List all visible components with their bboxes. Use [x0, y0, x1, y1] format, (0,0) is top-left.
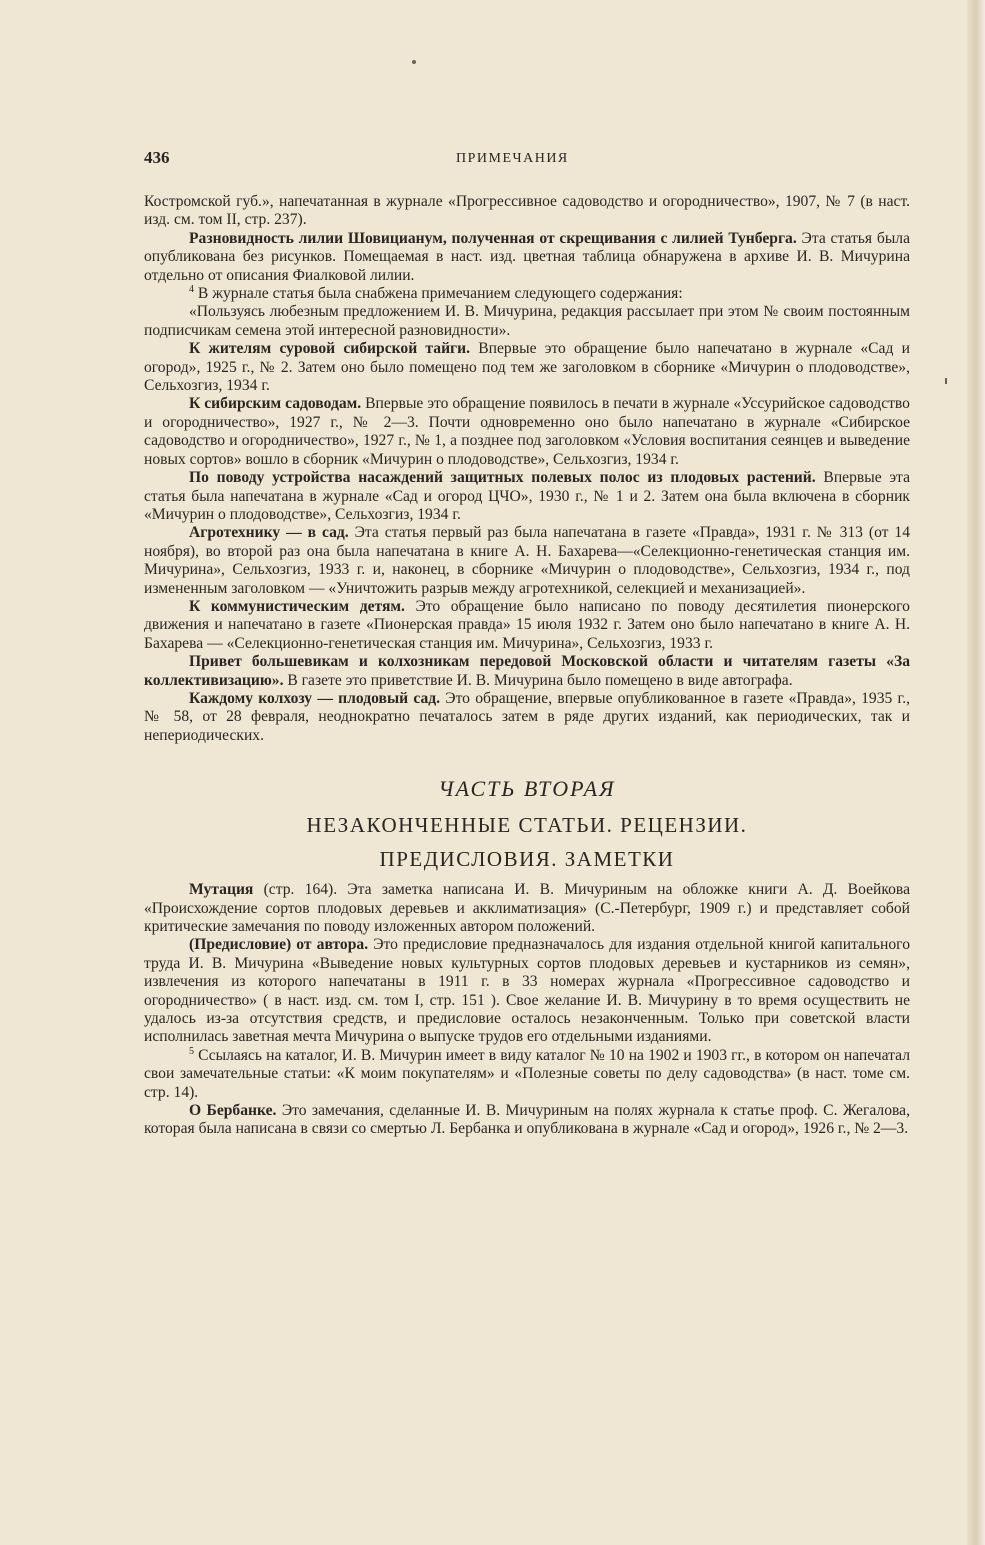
note-text: В газете это приветствие И. В. Мичурина было помещено в виде автографа. — [283, 671, 793, 689]
note-heading: (Предисловие) от автора. — [189, 936, 369, 954]
note-heading: О Бербанке. — [189, 1102, 277, 1120]
note-paragraph — [144, 469, 910, 524]
footnote-paragraph — [144, 1047, 910, 1102]
note-text: Впервые эта статья была напечатана в журнале «Сад и огород ЦЧО», 1930 г., № 1 и 2. Затем она была включена в сборник «Мичурин о плодоводстве», Сельхозгиз, 1934 г. — [144, 469, 910, 523]
note-paragraph — [144, 598, 910, 653]
print-speck — [412, 60, 416, 64]
note-paragraph — [144, 230, 910, 285]
note-heading: К жителям суровой сибирской тайги. — [189, 340, 471, 358]
page-edge — [967, 0, 985, 1545]
note-text: Это обращение, впервые опубликованное в газете «Правда», 1935 г., № 58, от 28 февраля, неоднократно печаталось затем в ряде других изданий, как периодических, так и непериодических. — [144, 689, 910, 744]
note-paragraph — [144, 340, 910, 395]
note-heading: По поводу устройства насаждений защитных полевых полос из плодовых растений. — [189, 469, 816, 487]
footnote-text: В журнале статья была снабжена примечанием следующего содержания: — [194, 285, 683, 303]
note-text: Это замечания, сделанные И. В. Мичуриным на полях журнала к статье проф. С. Жегалова, которая была написана в связи со смертью Л. Бербанка и опубликована в журнале «Сад и огород», 1926 г., № 2—3. — [144, 1102, 910, 1138]
note-text: Это обращение было написано по поводу десятилетия пионерского движения и напечатано в газете «Пионерская правда» 15 июля 1932 г. Затем оно было напечатано в книге А. Н. Бахарева — «Селекционно-генетическая станция им. Мичурина», Сельхозгиз, 1933 г. — [144, 597, 910, 652]
paragraph-continuation — [144, 193, 910, 230]
section-subtitle: ПРЕДИСЛОВИЯ. ЗАМЕТКИ — [379, 847, 675, 872]
note-paragraph — [144, 881, 910, 936]
section-title: НЕЗАКОНЧЕННЫЕ СТАТЬИ. РЕЦЕНЗИИ. — [306, 813, 748, 838]
quote-paragraph — [144, 303, 910, 340]
note-heading: К сибирским садоводам. — [189, 395, 362, 413]
footnote-text: Ссылаясь на каталог, И. В. Мичурин имеет в виду каталог № 10 на 1902 и 1903 гг., в котором он напечатал свои замечательные статьи: «К моим покупателям» и «Полезные советы по делу садоводства» (в наст. томе см. стр. 14). — [144, 1046, 910, 1101]
note-text: (стр. 164). Эта заметка написана И. В. Мичуриным на обложке книги А. Д. Воейкова «Происхождение сортов плодовых деревьев и акклиматизация» (С.-Петербург, 1909 г.) и представляет собой критические замечания по поводу изложенных автором положений. — [144, 881, 910, 935]
note-heading: Мутация — [189, 881, 254, 899]
note-paragraph — [144, 653, 910, 690]
note-text: Эта статья была опубликована без рисунков. Помещаемая в наст. изд. цветная таблица обнаружена в архиве И. В. Мичурина отдельно от описания Фиалковой лилии. — [144, 229, 910, 284]
note-paragraph — [144, 524, 910, 598]
text-body — [144, 193, 910, 1139]
note-paragraph — [144, 1102, 910, 1139]
note-text: Эта статья первый раз была напечатана в газете «Правда», 1931 г. № 313 (от 14 ноября), во второй раз она была напечатана в книге А. Н. Бахарева—«Селекционно-генетическая станция им. Мичурина», Сельхозгиз, 1933 г. и, наконец, в сборнике «Мичурин о плодоводстве», Сельхозгиз, 1934 г., под измененным заголовком — «Уничтожить разрыв между агротехникой, селекцией и механизацией». — [144, 524, 911, 597]
footnote-marker: 5 — [189, 1045, 194, 1057]
note-text: Впервые это обращение было напечатано в журнале «Сад и огород», 1925 г., № 2. Затем оно было помещено под тем же заголовком в сборнике «Мичурин о плодоводстве», Сельхозгиз, 1934 г. — [144, 340, 910, 395]
note-heading: К коммунистическим детям. — [189, 597, 405, 615]
note-paragraph — [144, 936, 910, 1046]
note-heading: Привет большевикам и колхозникам передовой Московской области и читателям газеты «За коллективизацию». — [144, 653, 910, 689]
footnote-paragraph — [144, 285, 910, 303]
note-heading: Каждому колхозу — плодовый сад. — [189, 689, 441, 707]
footnote-marker: 4 — [189, 283, 194, 295]
note-text: Впервые это обращение появилось в печати в журнале «Уссурийское садоводство и огородничество», 1927 г., № 2—3. Почти одновременно оно было напечатано в журнале «Сибирское садоводство и огородничество», 1927 г., № 1, а позднее под заголовком «Условия воспитания сеянцев и выведение новых сортов» вошло в сборник «Мичурин о плодоводстве», Сельхозгиз, 1934 г. — [144, 395, 910, 468]
note-paragraph — [144, 690, 910, 745]
running-head — [144, 148, 910, 170]
note-heading: Агротехнику — в сад. — [189, 524, 349, 542]
note-paragraph — [144, 395, 910, 469]
margin-mark — [945, 378, 947, 384]
part-title: ЧАСТЬ ВТОРАЯ — [438, 776, 616, 802]
quote-text: «Пользуясь любезным предложением И. В. Мичурина, редакция рассылает при этом № своим постоянным подписчикам семена этой интересной разновидности». — [144, 303, 910, 339]
page-number: 436 — [144, 148, 170, 167]
note-text: Это предисловие предназначалось для издания отдельной книгой капитального труда И. В. Мичурина «Выведение новых культурных сортов плодовых деревьев и кустарников из семян», извлечения из которого напечатаны в 1911 г. в 33 номерах журнала «Прогрессивное садоводство и огородничество» ( в наст. изд. см. том I, стр. 151 ). Свое желание И. В. Мичурину в то время осуществить не удалось из-за отсутствия средств, и предисловие осталось незаконченным. Только при советской власти исполнилась заветная мечта Мичурина о выпуске трудов его отдельными изданиями. — [144, 936, 910, 1046]
running-title: ПРИМЕЧАНИЯ — [456, 151, 569, 166]
note-heading: Разновидность лилии Шовицианум, полученная от скрещивания с лилией Тунберга. — [189, 229, 797, 247]
paragraph-text: Костромской губ.», напечатанная в журнале «Прогрессивное садоводство и огородничество», 1907, № 7 (в наст. изд. см. том II, стр. 237). — [144, 193, 910, 229]
